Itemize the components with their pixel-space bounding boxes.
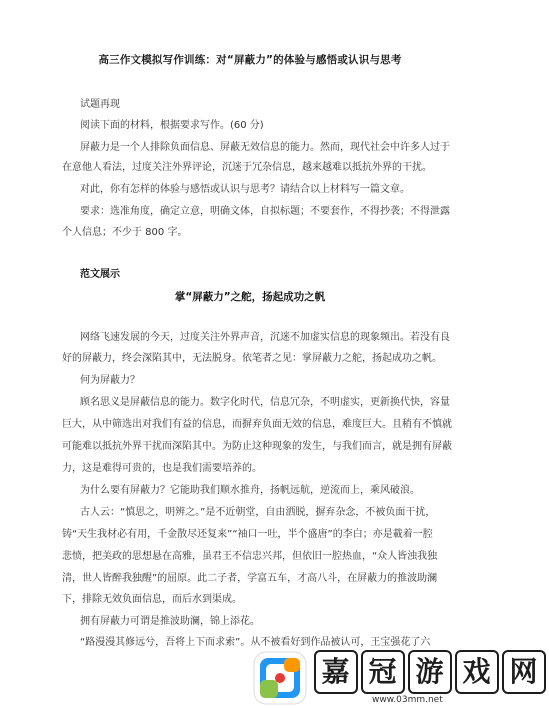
- essay-title: 掌“屏蔽力”之舵，扬起成功之帆: [174, 291, 326, 303]
- prompt-heading: 试题再现: [80, 99, 120, 110]
- sample-heading: 范文展示: [80, 269, 120, 280]
- essay-line: 网络飞速发展的今天，过度关注外界声音，沉迷不加虚实信息的现象频出。若没有良: [80, 332, 450, 343]
- essay-line: 何为屏蔽力？: [80, 375, 140, 386]
- essay-line: 铸“天生我材必有用，千金散尽还复来”“袖口一吐，半个盛唐”的李白；亦是載着一腔: [62, 529, 433, 540]
- essay-line: 为什么要有屏蔽力？它能助我们顺水推舟，扬帆远航，逆流而上，乘风破浪。: [80, 485, 420, 496]
- essay-line: 顾名思义是屏蔽信息的能力。数字化时代，信息冗杂，不明虚实，更新换代快，容量: [80, 397, 450, 408]
- essay-line: 力，这是难得可贵的，也是我们需要培养的。: [62, 463, 262, 474]
- brand-char: 嘉: [314, 650, 358, 694]
- brand-char: 冠: [361, 650, 405, 694]
- essay-line: “路漫漫其修远兮，吾将上下而求索”。从不被看好到作品被认可，王宝强花了六: [80, 637, 431, 648]
- brand-char: 游: [408, 650, 452, 694]
- essay-line: 巨大，从中筛选出对我们有益的信息，而摒弃负面无效的信息，难度巨大。且稍有不慎就: [62, 419, 452, 430]
- watermark-brand: [314, 650, 549, 694]
- essay-line: 清，世人皆醉我独醒”的屈原。此二子者，学富五车，才高八斗，在屏蔽力的推波助澜: [62, 573, 438, 584]
- requirement-line: 要求：选准角度，确定立意，明确文体，自拟标题；不要套作，不得抄袭；不得泄露: [80, 206, 450, 217]
- document-title: 高三作文模拟写作训练：对“屏蔽力”的体验与感悟或认识与思考: [98, 54, 402, 66]
- essay-line: 下，排除无效负面信息，而后水到渠成。: [62, 594, 242, 605]
- game-site-logo-icon: [252, 650, 308, 706]
- prompt-instruction: 阅读下面的材料，根据要求写作。(60 分): [80, 120, 264, 131]
- essay-line: 拥有屏蔽力可谓是推波助澜，锦上添花。: [80, 616, 260, 627]
- essay-line: 悲愤，把美政的思想悬在高雅，虽君王不信忠兴邦，但依旧一腔热血，“众人皆浊我独: [62, 551, 438, 562]
- brand-char: 戏: [455, 650, 499, 694]
- watermark-logo: [252, 648, 539, 708]
- requirement-line: 个人信息；不少于 800 字。: [62, 227, 188, 238]
- material-line: 在意他人看法，过度关注外界评论，沉迷于冗杂信息，越来越难以抵抗外界的干扰。: [62, 162, 432, 173]
- essay-line: 好的屏蔽力，终会深陷其中，无法脱身。依笔者之见：掌屏蔽力之舵，扬起成功之帆。: [62, 353, 442, 364]
- essay-line: 可能难以抵抗外界干扰而深陷其中。为防止这种现象的发生，与我们而言，就是拥有屏蔽: [62, 441, 452, 452]
- watermark-url: www.03mm.net: [372, 695, 443, 705]
- brand-char: 网: [502, 650, 546, 694]
- prompt-question: 对此，你有怎样的体验与感悟或认识与思考？请结合以上材料写一篇文章。: [80, 184, 410, 195]
- material-line: 屏蔽力是一个人排除负面信息、屏蔽无效信息的能力。然而，现代社会中许多人过于: [80, 142, 450, 153]
- essay-line: 古人云：“慎思之，明辨之。”是不近朝堂，自由洒脱，摒弃杂念，不被负面干扰，: [80, 507, 436, 518]
